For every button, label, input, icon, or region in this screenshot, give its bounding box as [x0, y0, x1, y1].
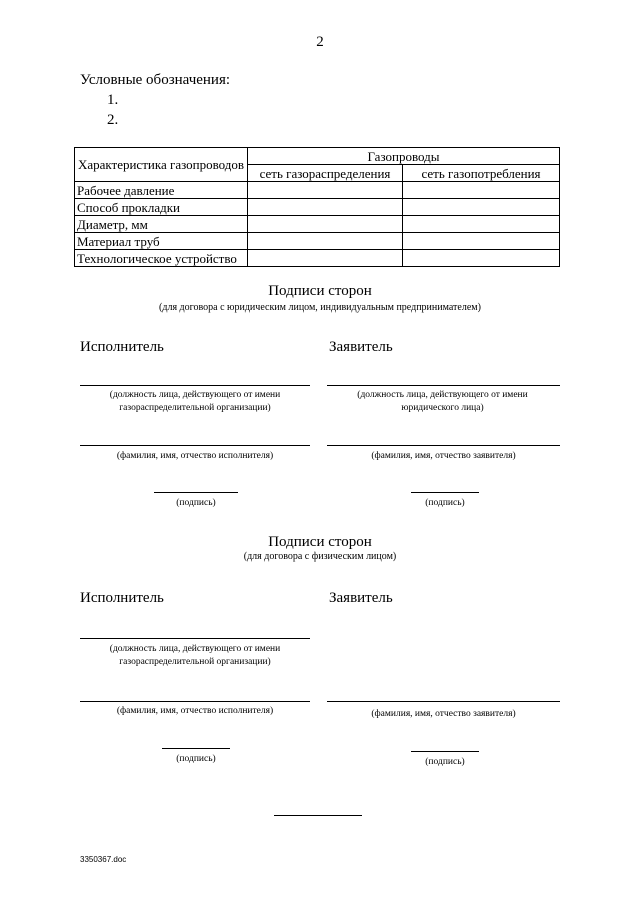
signature-line — [327, 701, 560, 702]
row-label: Материал труб — [75, 233, 248, 250]
file-name-footer: 3350367.doc — [80, 855, 127, 864]
applicant-label: Заявитель — [329, 590, 393, 606]
table-cell — [248, 233, 403, 250]
page-number: 2 — [316, 34, 324, 50]
signature-line — [411, 751, 479, 752]
row-label: Рабочее давление — [75, 182, 248, 199]
row-label: Способ прокладки — [75, 199, 248, 216]
signature-line — [327, 445, 560, 446]
executor-label: Исполнитель — [80, 339, 164, 355]
table-cell — [403, 250, 560, 267]
applicant-position-caption: (должность лица, действующего от имени юридического лица) — [357, 390, 528, 413]
section-subtitle: (для договора с юридическим лицом, индивидуальным предпринимателем) — [159, 302, 481, 313]
section-subtitle: (для договора с физическим лицом) — [243, 551, 397, 562]
table-row — [75, 182, 560, 199]
signature-line — [411, 492, 479, 493]
signature-line — [80, 385, 310, 386]
executor-position-caption: (должность лица, действующего от имени газораспределительной организации) — [109, 644, 281, 667]
table-cell — [403, 182, 560, 199]
pipelines-table — [74, 147, 560, 267]
signature-line — [327, 385, 560, 386]
table-cell — [248, 182, 403, 199]
signature-line — [154, 492, 238, 493]
signature-line — [162, 748, 230, 749]
legend-item: 1. — [107, 92, 119, 108]
signature-line — [80, 445, 310, 446]
table-cell — [248, 216, 403, 233]
signature-line — [80, 701, 310, 702]
table-cell — [403, 216, 560, 233]
executor-label: Исполнитель — [80, 590, 164, 606]
table-cell — [248, 250, 403, 267]
table-cell — [403, 233, 560, 250]
row-label: Диаметр, мм — [75, 216, 248, 233]
header-pipelines: Газопроводы — [248, 148, 560, 165]
end-separator-line — [274, 815, 362, 816]
table-row — [75, 250, 560, 267]
row-label: Технологическое устройство — [75, 250, 248, 267]
signature-line — [80, 638, 310, 639]
executor-signature-caption: (подпись) — [176, 754, 216, 764]
table-row — [75, 199, 560, 216]
legend-title: Условные обозначения: — [80, 72, 231, 88]
table-row — [75, 233, 560, 250]
executor-position-caption: (должность лица, действующего от имени газораспределительной организации) — [109, 390, 281, 413]
header-distribution-network: сеть газораспределения — [248, 165, 403, 182]
applicant-name-caption: (фамилия, имя, отчество заявителя) — [371, 709, 516, 719]
executor-name-caption: (фамилия, имя, отчество исполнителя) — [116, 706, 274, 716]
applicant-name-caption: (фамилия, имя, отчество заявителя) — [371, 451, 516, 461]
legend-item: 2. — [107, 112, 119, 128]
header-consumption-network: сеть газопотребления — [403, 165, 560, 182]
executor-signature-caption: (подпись) — [176, 498, 216, 508]
applicant-label: Заявитель — [329, 339, 393, 355]
table-cell — [248, 199, 403, 216]
table-cell — [403, 199, 560, 216]
table-row — [75, 216, 560, 233]
applicant-signature-caption: (подпись) — [425, 757, 465, 767]
section-title: Подписи сторон — [268, 283, 372, 299]
executor-name-caption: (фамилия, имя, отчество исполнителя) — [116, 451, 274, 461]
section-title: Подписи сторон — [268, 534, 372, 550]
applicant-signature-caption: (подпись) — [425, 498, 465, 508]
header-characteristic: Характеристика газопроводов — [75, 148, 248, 182]
